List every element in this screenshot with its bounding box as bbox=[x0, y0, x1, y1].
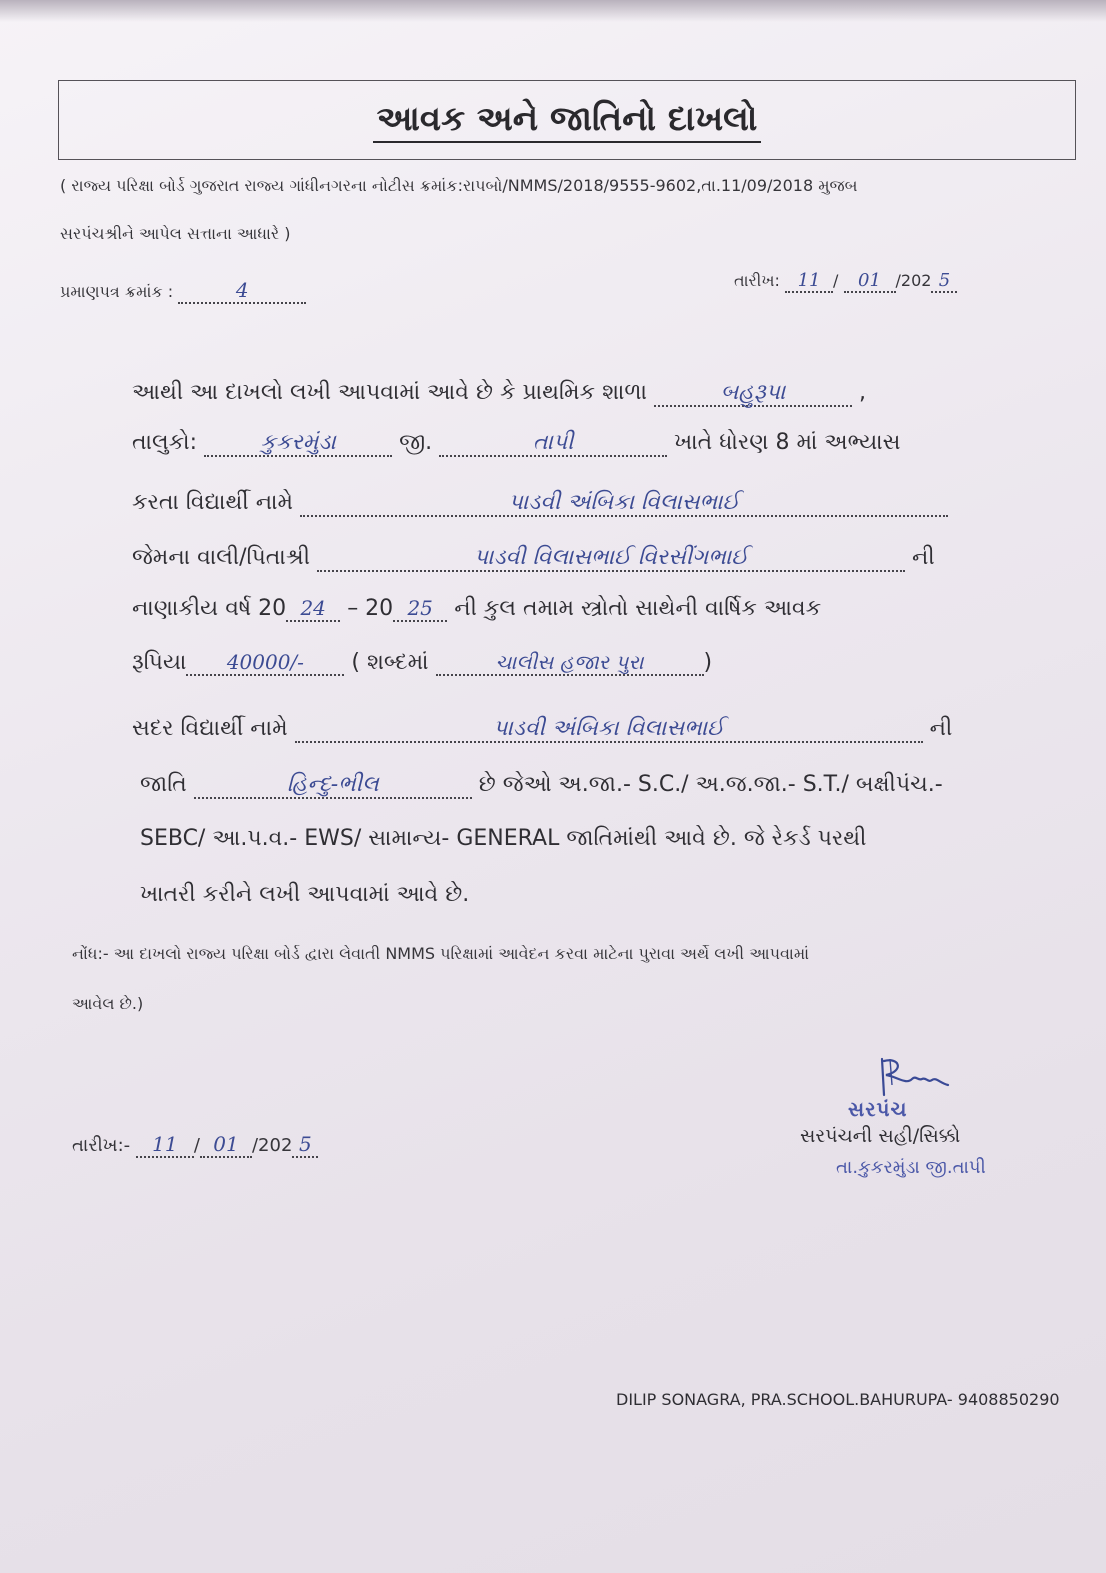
top-date-month: 01 bbox=[844, 270, 896, 293]
line5-end: ની કુલ તમામ સ્ત્રોતો સાથેની વાર્ષિક આવક bbox=[454, 596, 822, 621]
year-to-value: 25 bbox=[393, 596, 447, 622]
school-name-value: બહુરૂપા bbox=[654, 380, 852, 407]
line1-text: આથી આ દાખલો લખી આપવામાં આવે છે કે પ્રાથમિક શાળા bbox=[132, 380, 647, 405]
document-title: આવક અને જાતિનો દાખલો bbox=[59, 99, 1075, 139]
body-line-4 bbox=[132, 545, 935, 572]
body-line-8 bbox=[140, 772, 943, 799]
bottom-date-month: 01 bbox=[200, 1132, 252, 1158]
body-line-6 bbox=[132, 650, 712, 676]
notice-line-1: ( રાજ્ય પરિક્ષા બોર્ડ ગુજરાત રાજ્ય ગાંધીનગરના નોટીસ ક્રમાંક:રાપબો/NMMS/2018/9555-9602,તા.11/09/2018 મુજબ bbox=[60, 176, 858, 195]
bottom-date-label: તારીખ:- bbox=[72, 1135, 131, 1156]
rupees-label: રૂપિયા bbox=[132, 650, 187, 675]
body-line-7 bbox=[132, 716, 952, 743]
line2-end: ખાતે ધોરણ 8 માં અભ્યાસ bbox=[674, 430, 901, 455]
line5-mid: – 20 bbox=[347, 596, 394, 621]
caste-label: જાતિ bbox=[140, 772, 187, 797]
student-name-repeat-value: પાડવી અંબિકા વિલાસભાઈ bbox=[295, 716, 923, 743]
line7-end: ની bbox=[929, 716, 953, 741]
line7-text: સદર વિદ્યાર્થી નામે bbox=[132, 716, 288, 741]
stamp-text: સરપંચ bbox=[848, 1097, 908, 1121]
words-label: ( શબ્દમાં bbox=[351, 650, 429, 675]
body-line-1 bbox=[132, 380, 866, 407]
footnote-line-1: નોંધ:- આ દાખલો રાજ્ય પરિક્ષા બોર્ડ દ્વારા લેવાતી NMMS પરિક્ષામાં આવેદન કરવા માટેના પુરાવા અર્થે લખી આપવામાં bbox=[72, 944, 810, 963]
signature-stamp-area bbox=[800, 1055, 1040, 1195]
line1-end: , bbox=[858, 380, 866, 405]
year-from-value: 24 bbox=[286, 596, 340, 622]
certificate-number-value: 4 bbox=[178, 278, 306, 304]
certificate-number-row bbox=[60, 278, 306, 304]
guardian-name-value: પાડવી વિલાસભાઈ વિરસીંગભાઈ bbox=[317, 545, 905, 572]
top-date-year-prefix: 202 bbox=[900, 271, 932, 290]
body-line-2 bbox=[132, 430, 900, 457]
footer-credit: DILIP SONAGRA, PRA.SCHOOL.BAHURUPA- 9408850290 bbox=[616, 1390, 1060, 1409]
line8-end: છે જેઓ અ.જા.- S.C./ અ.જ.જા.- S.T./ બક્ષીપંચ.- bbox=[478, 772, 943, 797]
stamp-place: તા.કુકરમુંડા જી.તાપી bbox=[836, 1157, 986, 1178]
notice-line-2: સરપંચશ્રીને આપેલ સત્તાના આધારે ) bbox=[60, 224, 291, 243]
title-box bbox=[58, 80, 1076, 160]
certificate-number-label: પ્રમાણપત્ર ક્રમાંક : bbox=[60, 282, 174, 301]
line3-text: કરતા વિદ્યાર્થી નામે bbox=[132, 490, 294, 515]
line4-text: જેમના વાલી/પિતાશ્રી bbox=[132, 545, 310, 570]
top-date-label: તારીખ: bbox=[734, 271, 780, 290]
paper-edge-shadow bbox=[0, 0, 1106, 22]
bottom-date-row: તારીખ:- 11 / 01 /202 5 bbox=[72, 1132, 318, 1158]
taluka-value: કુકરમુંડા bbox=[204, 430, 392, 457]
caste-value: હિન્દુ-ભીલ bbox=[194, 772, 472, 799]
top-date-day: 11 bbox=[785, 270, 833, 293]
student-name-value: પાડવી અંબિકા વિલાસભાઈ bbox=[300, 490, 948, 517]
line4-end: ની bbox=[912, 545, 935, 570]
body-line-10: ખાતરી કરીને લખી આપવામાં આવે છે. bbox=[140, 882, 470, 907]
district-label: જી. bbox=[399, 430, 433, 455]
district-value: તાપી bbox=[439, 430, 667, 457]
words-value: ચાલીસ હજાર પુરા bbox=[436, 650, 704, 676]
words-end: ) bbox=[703, 650, 713, 675]
taluka-label: તાલુકો: bbox=[132, 430, 198, 455]
top-date-row: તારીખ: 11 / 01 /202 5 bbox=[734, 270, 957, 293]
line5-text: નાણાકીય વર્ષ 20 bbox=[132, 596, 287, 621]
rupees-value: 40000/- bbox=[186, 650, 344, 676]
bottom-date-year-value: 5 bbox=[292, 1132, 318, 1158]
bottom-date-year-prefix: 202 bbox=[258, 1135, 293, 1156]
footnote-line-2: આવેલ છે.) bbox=[72, 994, 144, 1013]
bottom-date-day: 11 bbox=[136, 1132, 194, 1158]
top-date-year-value: 5 bbox=[931, 270, 957, 293]
body-line-3 bbox=[132, 490, 948, 517]
body-line-9: SEBC/ આ.પ.વ.- EWS/ સામાન્ય- GENERAL જાતિમાંથી આવે છે. જે રેકર્ડ પરથી bbox=[140, 826, 867, 851]
signature-label: સરપંચની સહી/સિક્કો bbox=[800, 1125, 961, 1147]
body-line-5 bbox=[132, 596, 821, 622]
sarpanch-signature bbox=[876, 1055, 956, 1099]
